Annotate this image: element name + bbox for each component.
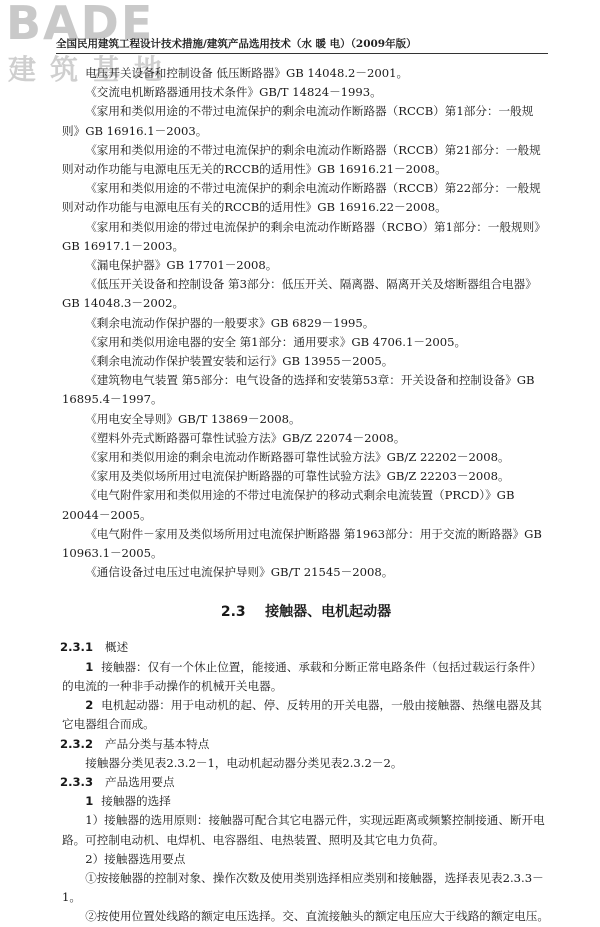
list-item	[62, 696, 550, 734]
item-text: 接触器：仅有一个休止位置，能接通、承载和分断正常电路条件（包括过载运行条件）的电流的一种非手动操作的机械开关电器。	[62, 659, 542, 693]
reference-item: 《家用和类似用途的不带过电流保护的剩余电流动作断路器（RCCB）第1部分：一般规则》GB 16916.1－2003。	[62, 104, 534, 138]
reference-item: 《家用及类似场所用过电流保护断路器的可靠性试验方法》GB/Z 22203－2008。	[85, 469, 510, 484]
page-body	[62, 64, 550, 927]
paragraph: 2）接触器选用要点	[85, 851, 186, 866]
subsection-heading	[60, 773, 550, 792]
header-rule	[56, 53, 548, 54]
section-heading	[62, 602, 550, 622]
paragraph: ①按接触器的控制对象、操作次数及使用类别选择相应类别和接触器，选择表见表2.3.3－1。	[62, 870, 544, 905]
reference-item: 《剩余电流动作保护器的一般要求》GB 6829－1995。	[85, 315, 375, 330]
reference-item: 《家用和类似用途的带过电流保护的剩余电流动作断路器（RCBO）第1部分：一般规则》GB 16917.1－2003。	[62, 219, 546, 253]
subsection-heading	[60, 735, 550, 754]
watermark-logo-cn: 建筑基地	[8, 53, 177, 86]
reference-item: 《通信设备过电压过电流保护导则》GB/T 21545－2008。	[85, 565, 394, 580]
reference-item: 《电气附件家用和类似用途的不带过电流保护的移动式剩余电流装置（PRCD）》GB 20044－2005。	[62, 488, 515, 522]
running-header: 全国民用建筑工程设计技术措施/建筑产品选用技术（水 暖 电）（2009年版）	[56, 38, 417, 50]
watermark-logo: BADE	[6, 0, 155, 50]
paragraph: 接触器分类见表2.3.2－1，电动机起动器分类见表2.3.2－2。	[85, 755, 403, 770]
item-number: 1	[85, 794, 94, 809]
list-item	[62, 658, 550, 696]
subsection-title: 概述	[105, 640, 129, 655]
subsection-title: 产品分类与基本特点	[105, 736, 210, 751]
paragraph: 1）接触器的选用原则：接触器可配合其它电器元件，实现远距离或频繁控制接通、断开电路。可控制电动机、电焊机、电容器组、电热装置、照明及其它电力负荷。	[62, 813, 545, 847]
paragraph: ②按使用位置处线路的额定电压选择。交、直流接触头的额定电压应大于线路的额定电压。	[85, 909, 549, 924]
item-number: 2	[85, 698, 94, 713]
reference-item: 《家用和类似用途的剩余电流动作断路器可靠性试验方法》GB/Z 22202－2008。	[85, 450, 510, 465]
reference-item: 《剩余电流动作保护装置安装和运行》GB 13955－2005。	[85, 354, 394, 369]
reference-item: 《家用和类似用途的不带过电流保护的剩余电流动作断路器（RCCB）第22部分：一般规则对动作功能与电源电压有关的RCCB的适用性》GB 16916.22－2008。	[62, 181, 541, 215]
item-text: 接触器的选择	[101, 794, 171, 809]
reference-item: 《电气附件－家用及类似场所用过电流保护断路器 第1963部分：用于交流的断路器》GB 10963.1－2005。	[62, 526, 542, 561]
reference-item: 《建筑物电气装置 第5部分：电气设备的选择和安装第53章：开关设备和控制设备》GB 16895.4－1997。	[62, 373, 535, 407]
item-text: 电机起动器：用于电动机的起、停、反转用的开关电器，一般由接触器、热继电器及其它电器组合而成。	[62, 698, 542, 732]
section-number: 2.3	[220, 604, 246, 621]
subsection-number: 2.3.2	[60, 736, 94, 751]
reference-item: 《塑料外壳式断路器可靠性试验方法》GB/Z 22074－2008。	[85, 430, 406, 445]
reference-item: 《家用和类似用途的不带过电流保护的剩余电流动作断路器（RCCB）第21部分：一般规则对动作功能与电源电压无关的RCCB的适用性》GB 16916.21－2008。	[62, 142, 541, 177]
reference-item: 电压开关设备和控制设备 低压断路器》GB 14048.2－2001。	[85, 66, 409, 80]
reference-item: 《低压开关设备和控制设备 第3部分：低压开关、隔离器、隔离开关及熔断器组合电器》GB 14048.3－2002。	[62, 277, 537, 311]
section-title: 接触器、电机起动器	[265, 604, 392, 621]
subsection-heading	[60, 638, 550, 657]
reference-item: 《用电安全导则》GB/T 13869－2008。	[85, 411, 301, 426]
subsection-number: 2.3.1	[60, 640, 94, 655]
reference-item: 《家用和类似用途电器的安全 第1部分：通用要求》GB 4706.1－2005。	[85, 334, 467, 349]
subsection-title: 产品选用要点	[105, 774, 175, 789]
list-item	[62, 792, 550, 811]
item-number: 1	[85, 659, 94, 674]
reference-item: 《漏电保护器》GB 17701－2008。	[85, 258, 278, 273]
reference-list	[62, 64, 550, 582]
reference-item: 《交流电机断路器通用技术条件》GB/T 14824－1993。	[85, 85, 382, 100]
subsection-number: 2.3.3	[60, 774, 94, 789]
